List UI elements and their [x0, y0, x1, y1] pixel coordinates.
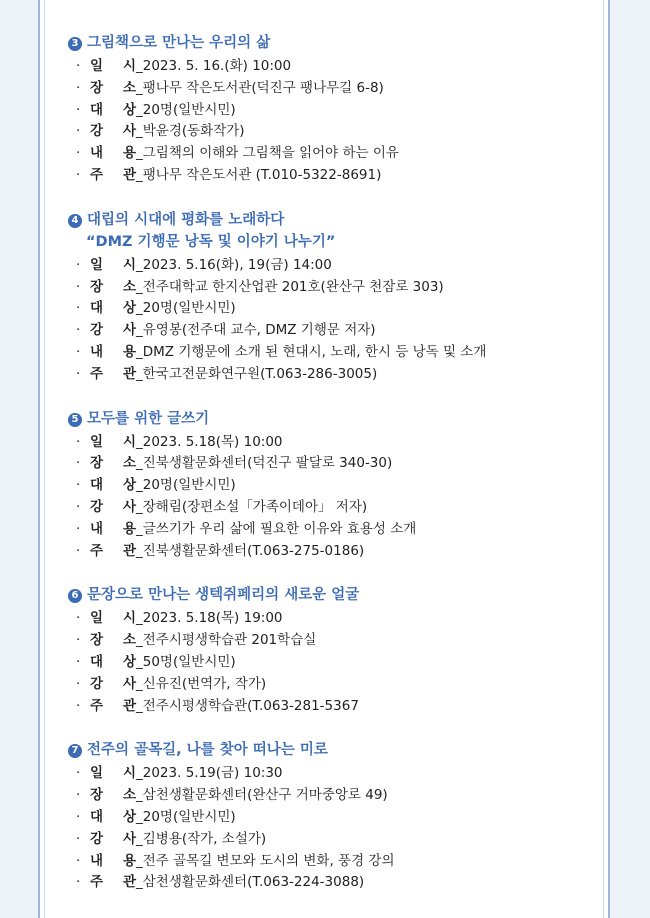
section-number-badge: 6: [68, 589, 82, 603]
bullet: ·: [76, 101, 81, 118]
detail-label: 내 용: [90, 145, 136, 162]
detail-value: _전주 골목길 변모와 도시의 변화, 풍경 강의: [136, 852, 395, 869]
section-title: 대립의 시대에 평화를 노래하다: [87, 211, 285, 228]
detail-label: 일 시: [90, 433, 136, 450]
detail-row: [68, 475, 588, 497]
bullet: ·: [76, 300, 81, 317]
detail-label: 주 관: [90, 166, 136, 183]
bullet: ·: [76, 610, 81, 627]
bullet: ·: [76, 79, 81, 96]
detail-value: _유영봉(전주대 교수, DMZ 기행문 저자): [136, 322, 376, 339]
detail-label: 대 상: [90, 300, 136, 317]
detail-label: 주 관: [90, 365, 136, 382]
detail-row: [68, 121, 588, 143]
detail-row: [68, 277, 588, 299]
detail-row: [68, 652, 588, 674]
detail-value: _2023. 5.19(금) 10:30: [136, 765, 283, 782]
detail-value: _2023. 5.18(목) 19:00: [136, 610, 283, 627]
detail-row: [68, 674, 588, 696]
detail-value: _진북생활문화센터(덕진구 팔달로 340-30): [136, 455, 393, 472]
detail-row: [68, 364, 588, 386]
detail-row: [68, 519, 588, 541]
detail-row: [68, 165, 588, 187]
bullet: ·: [76, 322, 81, 339]
section-number-badge: 7: [68, 744, 82, 758]
detail-value: _전주대학교 한지산업관 201호(완산구 천잠로 303): [136, 278, 444, 295]
detail-value: _한국고전문화연구원(T.063-286-3005): [136, 365, 378, 382]
detail-label: 강 사: [90, 830, 136, 847]
bullet: ·: [76, 808, 81, 825]
section-heading: [68, 408, 588, 430]
detail-label: 강 사: [90, 322, 136, 339]
detail-value: _전주시평생학습관(T.063-281-5367: [136, 697, 359, 714]
detail-value: _삼천생활문화센터(완산구 거마중앙로 49): [136, 787, 388, 804]
bullet: ·: [76, 256, 81, 273]
section-heading: [68, 739, 588, 761]
detail-label: 일 시: [90, 765, 136, 782]
detail-value: _신유진(번역가, 작가): [136, 675, 267, 692]
detail-value: _2023. 5.18(목) 10:00: [136, 433, 283, 450]
detail-row: [68, 453, 588, 475]
bullet: ·: [76, 787, 81, 804]
detail-row: [68, 785, 588, 807]
section-number-badge: 4: [68, 214, 82, 228]
detail-row: [68, 143, 588, 165]
bullet: ·: [76, 675, 81, 692]
section-title: 그림책으로 만나는 우리의 삶: [87, 35, 271, 51]
section-title: 전주의 골목길, 나를 찾아 떠나는 미로: [87, 742, 328, 759]
detail-row: [68, 100, 588, 122]
detail-value: _20명(일반시민): [136, 808, 236, 825]
detail-label: 주 관: [90, 874, 136, 891]
bullet: ·: [76, 365, 81, 382]
detail-row: [68, 497, 588, 519]
bullet: ·: [76, 852, 81, 869]
detail-label: 장 소: [90, 79, 136, 96]
detail-row: [68, 298, 588, 320]
detail-value: _박윤경(동화작가): [136, 123, 245, 140]
detail-row: [68, 320, 588, 342]
section-number-badge: 5: [68, 413, 82, 427]
detail-value: _삼천생활문화센터(T.063-224-3088): [136, 874, 365, 891]
detail-value: _김병용(작가, 소설가): [136, 830, 267, 847]
detail-row: [68, 829, 588, 851]
detail-label: 내 용: [90, 343, 136, 360]
detail-row: [68, 78, 588, 100]
detail-value: _진북생활문화센터(T.063-275-0186): [136, 542, 365, 559]
detail-label: 강 사: [90, 498, 136, 515]
bullet: ·: [76, 455, 81, 472]
bullet: ·: [76, 697, 81, 714]
detail-value: _글쓰기가 우리 삶에 필요한 이유와 효용성 소개: [136, 520, 417, 537]
detail-label: 내 용: [90, 852, 136, 869]
bullet: ·: [76, 433, 81, 450]
detail-row: [68, 541, 588, 563]
bullet: ·: [76, 653, 81, 670]
detail-label: 대 상: [90, 653, 136, 670]
detail-label: 장 소: [90, 455, 136, 472]
bullet: ·: [76, 874, 81, 891]
bullet: ·: [76, 498, 81, 515]
bullet: ·: [76, 765, 81, 782]
detail-row: [68, 630, 588, 652]
detail-row: [68, 851, 588, 873]
bullet: ·: [76, 145, 81, 162]
detail-label: 대 상: [90, 477, 136, 494]
section-heading: [68, 584, 588, 606]
section-heading: [68, 209, 588, 253]
detail-value: _팽나무 작은도서관 (T.010-5322-8691): [136, 166, 382, 183]
detail-row: [68, 432, 588, 454]
detail-label: 내 용: [90, 520, 136, 537]
bullet: ·: [76, 830, 81, 847]
detail-label: 대 상: [90, 101, 136, 118]
detail-row: [68, 696, 588, 718]
detail-row: [68, 807, 588, 829]
detail-value: _20명(일반시민): [136, 101, 236, 118]
bullet: ·: [76, 166, 81, 183]
bullet: ·: [76, 632, 81, 649]
detail-label: 주 관: [90, 697, 136, 714]
detail-row: [68, 255, 588, 277]
detail-value: _그림책의 이해와 그림책을 읽어야 하는 이유: [136, 145, 399, 162]
program-section: [68, 408, 588, 563]
detail-label: 일 시: [90, 610, 136, 627]
detail-value: _2023. 5. 16.(화) 10:00: [136, 58, 292, 74]
detail-row: [68, 872, 588, 894]
detail-label: 강 사: [90, 123, 136, 140]
detail-value: _20명(일반시민): [136, 300, 236, 317]
program-section: [68, 739, 588, 894]
detail-row: [68, 56, 588, 78]
bullet: ·: [76, 343, 81, 360]
detail-label: 장 소: [90, 278, 136, 295]
detail-label: 장 소: [90, 632, 136, 649]
section-title: 모두를 위한 글쓰기: [87, 410, 210, 427]
detail-label: 주 관: [90, 542, 136, 559]
detail-value: _장해림(장편소설「가족이데아」 저자): [136, 498, 368, 515]
section-heading: [68, 32, 588, 54]
bullet: ·: [76, 58, 81, 74]
detail-label: 일 시: [90, 58, 136, 74]
detail-value: _DMZ 기행문에 소개 된 현대시, 노래, 한시 등 낭독 및 소개: [136, 343, 487, 360]
detail-row: [68, 763, 588, 785]
bullet: ·: [76, 278, 81, 295]
program-list: [68, 32, 588, 916]
program-section: [68, 209, 588, 386]
section-subtitle: “DMZ 기행문 낭독 및 이야기 나누기”: [86, 233, 336, 250]
bullet: ·: [76, 477, 81, 494]
detail-value: _20명(일반시민): [136, 477, 236, 494]
detail-value: _팽나무 작은도서관(덕진구 팽나무길 6-8): [136, 79, 384, 96]
detail-label: 강 사: [90, 675, 136, 692]
detail-label: 장 소: [90, 787, 136, 804]
section-title: 문장으로 만나는 생텍쥐페리의 새로운 얼굴: [87, 587, 360, 604]
detail-label: 일 시: [90, 256, 136, 273]
bullet: ·: [76, 520, 81, 537]
detail-value: _2023. 5.16(화), 19(금) 14:00: [136, 256, 332, 273]
detail-row: [68, 342, 588, 364]
detail-row: [68, 608, 588, 630]
section-number-badge: 3: [68, 37, 82, 51]
program-section: [68, 584, 588, 717]
bullet: ·: [76, 123, 81, 140]
detail-value: _전주시평생학습관 201학습실: [136, 632, 317, 649]
bullet: ·: [76, 542, 81, 559]
detail-label: 대 상: [90, 808, 136, 825]
detail-value: _50명(일반시민): [136, 653, 236, 670]
program-section: [68, 32, 588, 187]
